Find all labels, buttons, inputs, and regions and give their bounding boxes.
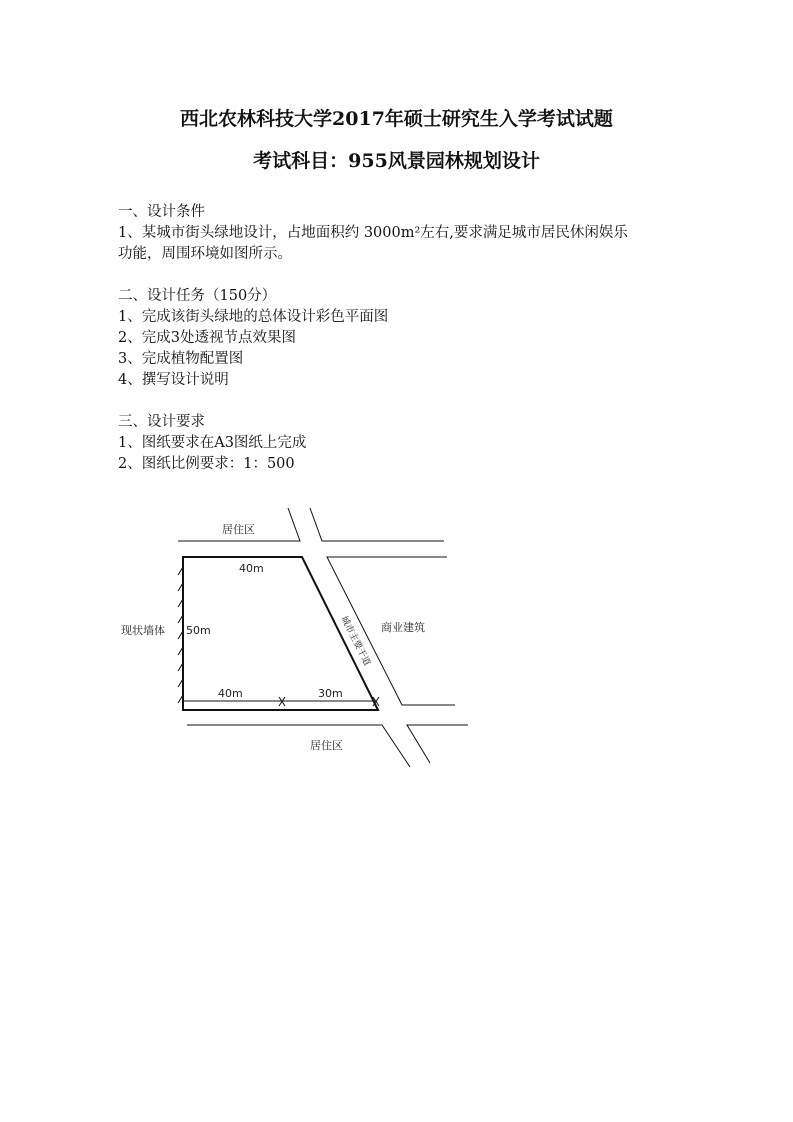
section-line: 2、图纸比例要求：1：500 [118,456,295,472]
label-main-road: 城市主要干道 [338,614,372,668]
label-top-length: 40m [239,562,264,575]
section-line: 1、完成该街头绿地的总体设计彩色平面图 [118,309,389,325]
section-line: 1、某城市街头绿地设计，占地面积约 3000m²左右,要求满足城市居民休闲娱乐 [118,225,628,241]
road-edge-top-right [310,508,444,541]
label-bottom-right-length: 30m [318,687,343,700]
section-line: 1、图纸要求在A3图纸上完成 [118,435,307,451]
label-left-length: 50m [186,624,211,637]
road-edge-bottom-right [407,725,468,763]
page-title: 西北农林科技大学2017年硕士研究生入学考试试题 [180,108,613,130]
section-line: 4、撰写设计说明 [118,372,229,388]
label-residential-bottom: 居住区 [310,739,343,752]
section-heading: 三、设计要求 [118,414,205,430]
label-residential-top: 居住区 [222,523,255,536]
section-line: 功能，周围环境如图所示。 [118,246,292,262]
label-bottom-left-length: 40m [218,687,243,700]
section-heading: 二、设计任务（150分） [118,288,277,304]
section-line: 3、完成植物配置图 [118,351,244,367]
road-edge-bottom-left [187,725,410,767]
section-line: 2、完成3处透视节点效果图 [118,330,296,346]
label-commercial: 商业建筑 [381,621,425,634]
label-existing-wall: 现状墙体 [121,624,165,637]
section-heading: 一、设计条件 [118,204,205,220]
exam-subject: 考试科目：955风景园林规划设计 [253,150,540,172]
